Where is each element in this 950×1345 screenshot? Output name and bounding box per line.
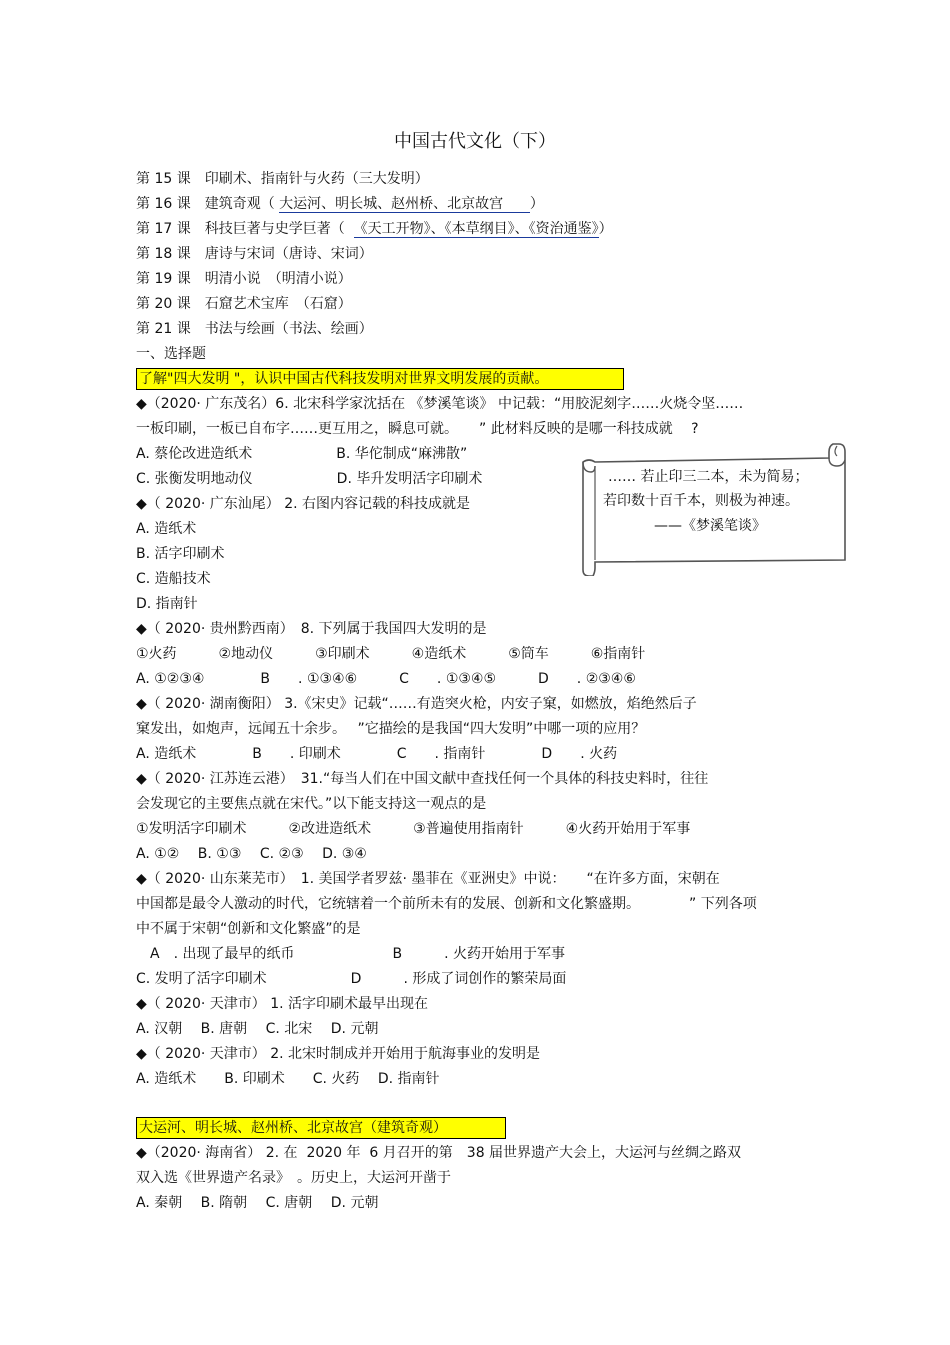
option-line: A . 出现了最早的纸币 B . 火药开始用于军事	[136, 946, 565, 962]
question-line: 中不属于宋朝“创新和文化繁盛”的是	[136, 921, 361, 937]
toc-line-21: 第 21 课 书法与绘画（书法、绘画）	[136, 321, 373, 337]
question-line: ◆（ 2020· 天津市） 2. 北宋时制成并开始用于航海事业的发明是	[136, 1046, 541, 1062]
question-line: ◆（ 2020· 贵州黔西南） 8. 下列属于我国四大发明的是	[136, 621, 487, 637]
question-line: 窠发出，如炮声，远闻五十余步。 ”它描绘的是我国“四大发明”中哪一项的应用？	[136, 721, 646, 737]
toc-line-16: 第 16 课 建筑奇观（ 大运河、明长城、赵州桥、北京故宫 ）	[136, 196, 544, 212]
option-line: A. ①② B. ①③ C. ②③ D. ③④	[136, 846, 367, 862]
toc-line-15: 第 15 课 印刷术、指南针与火药（三大发明）	[136, 171, 429, 187]
question-line: ◆（ 2020· 广东汕尾） 2. 右图内容记载的科技成就是	[136, 496, 471, 512]
option-line: A. 蔡伦改进造纸术 B. 华佗制成“麻沸散”	[136, 446, 468, 462]
option-line: ①发明活字印刷术 ②改进造纸术 ③普遍使用指南针 ④火药开始用于军事	[136, 821, 691, 837]
option-line: A. 汉朝 B. 唐朝 C. 北宋 D. 元朝	[136, 1021, 379, 1037]
question-line: ◆（ 2020· 湖南衡阳） 3.《宋史》记载“……有造突火枪，内安子窠，如燃放，焰绝然后子	[136, 696, 697, 712]
scroll-text-line: …… 若止印三二本，未为简易；	[608, 469, 809, 485]
option-line: A. 秦朝 B. 隋朝 C. 唐朝 D. 元朝	[136, 1195, 379, 1211]
question-line: ◆（ 2020· 天津市） 1. 活字印刷术最早出现在	[136, 996, 429, 1012]
toc-line-19: 第 19 课 明清小说 （明清小说）	[136, 271, 352, 287]
option-line: C. 张衡发明地动仪 D. 毕升发明活字印刷术	[136, 471, 483, 487]
question-line: 双入选《世界遗产名录》 。历史上，大运河开凿于	[136, 1170, 451, 1186]
toc-line-20: 第 20 课 石窟艺术宝库 （石窟）	[136, 296, 352, 312]
scroll-text-line: 若印数十百千本，则极为神速。	[603, 493, 799, 509]
option-line: B. 活字印刷术	[136, 546, 225, 562]
option-line: ①火药 ②地动仪 ③印刷术 ④造纸术 ⑤筒车 ⑥指南针	[136, 646, 646, 662]
question-line: ◆（2020· 海南省） 2. 在 2020 年 6 月召开的第 38 届世界遗产大会上，大运河与丝绸之路双	[136, 1145, 742, 1161]
toc-line-18: 第 18 课 唐诗与宋词（唐诗、宋词）	[136, 246, 373, 262]
option-line: C. 发明了活字印刷术 D . 形成了词创作的繁荣局面	[136, 971, 567, 987]
option-line: A. 造纸术	[136, 521, 197, 537]
section-heading: 一、选择题	[136, 346, 206, 362]
option-line: A. 造纸术 B . 印刷术 C . 指南针 D . 火药	[136, 746, 618, 762]
toc-line-17: 第 17 课 科技巨著与史学巨著（ 《天工开物》、《本草纲目》、《资治通鉴》）	[136, 221, 613, 237]
option-line: A. 造纸术 B. 印刷术 C. 火药 D. 指南针	[136, 1071, 440, 1087]
option-line: A. ①②③④ B . ①③④⑥ C . ①③④⑤ D . ②③④⑥	[136, 671, 636, 687]
question-line: ◆（2020· 广东茂名）6. 北宋科学家沈括在 《梦溪笔谈》 中记载：“用胶泥刻字……火烧令坚……	[136, 396, 744, 412]
scroll-text-source: ——《梦溪笔谈》	[654, 518, 766, 534]
question-line: 一板印刷，一板已自布字……更互用之，瞬息可就。 ” 此材料反映的是哪一科技成就 ?	[136, 421, 699, 437]
question-line: ◆（ 2020· 山东莱芜市） 1. 美国学者罗兹· 墨菲在《亚洲史》中说： “在许多方面，宋朝在	[136, 871, 720, 887]
highlight-box-architecture: 大运河、明长城、赵州桥、北京故宫（建筑奇观）	[136, 1117, 506, 1139]
option-line: C. 造船技术	[136, 571, 211, 587]
question-line: 中国都是最令人激动的时代，它统辖着一个前所未有的发展、创新和文化繁盛期。 ” 下列各项	[136, 896, 757, 912]
page-title: 中国古代文化（下）	[394, 131, 556, 152]
toc-underlined-text: 大运河、明长城、赵州桥、北京故宫	[279, 196, 530, 212]
question-line: 会发现它的主要焦点就在宋代。”以下能支持这一观点的是	[136, 796, 487, 812]
highlight-box-four-inventions: 了解"四大发明 "，认识中国古代科技发明对世界文明发展的贡献。	[136, 368, 624, 390]
question-line: ◆（ 2020· 江苏连云港） 31.“每当人们在中国文献中查找任何一个具体的科技史料时，往往	[136, 771, 709, 787]
option-line: D. 指南针	[136, 596, 198, 612]
toc-underlined-text: 《天工开物》、《本草纲目》、《资治通鉴》	[353, 221, 599, 237]
